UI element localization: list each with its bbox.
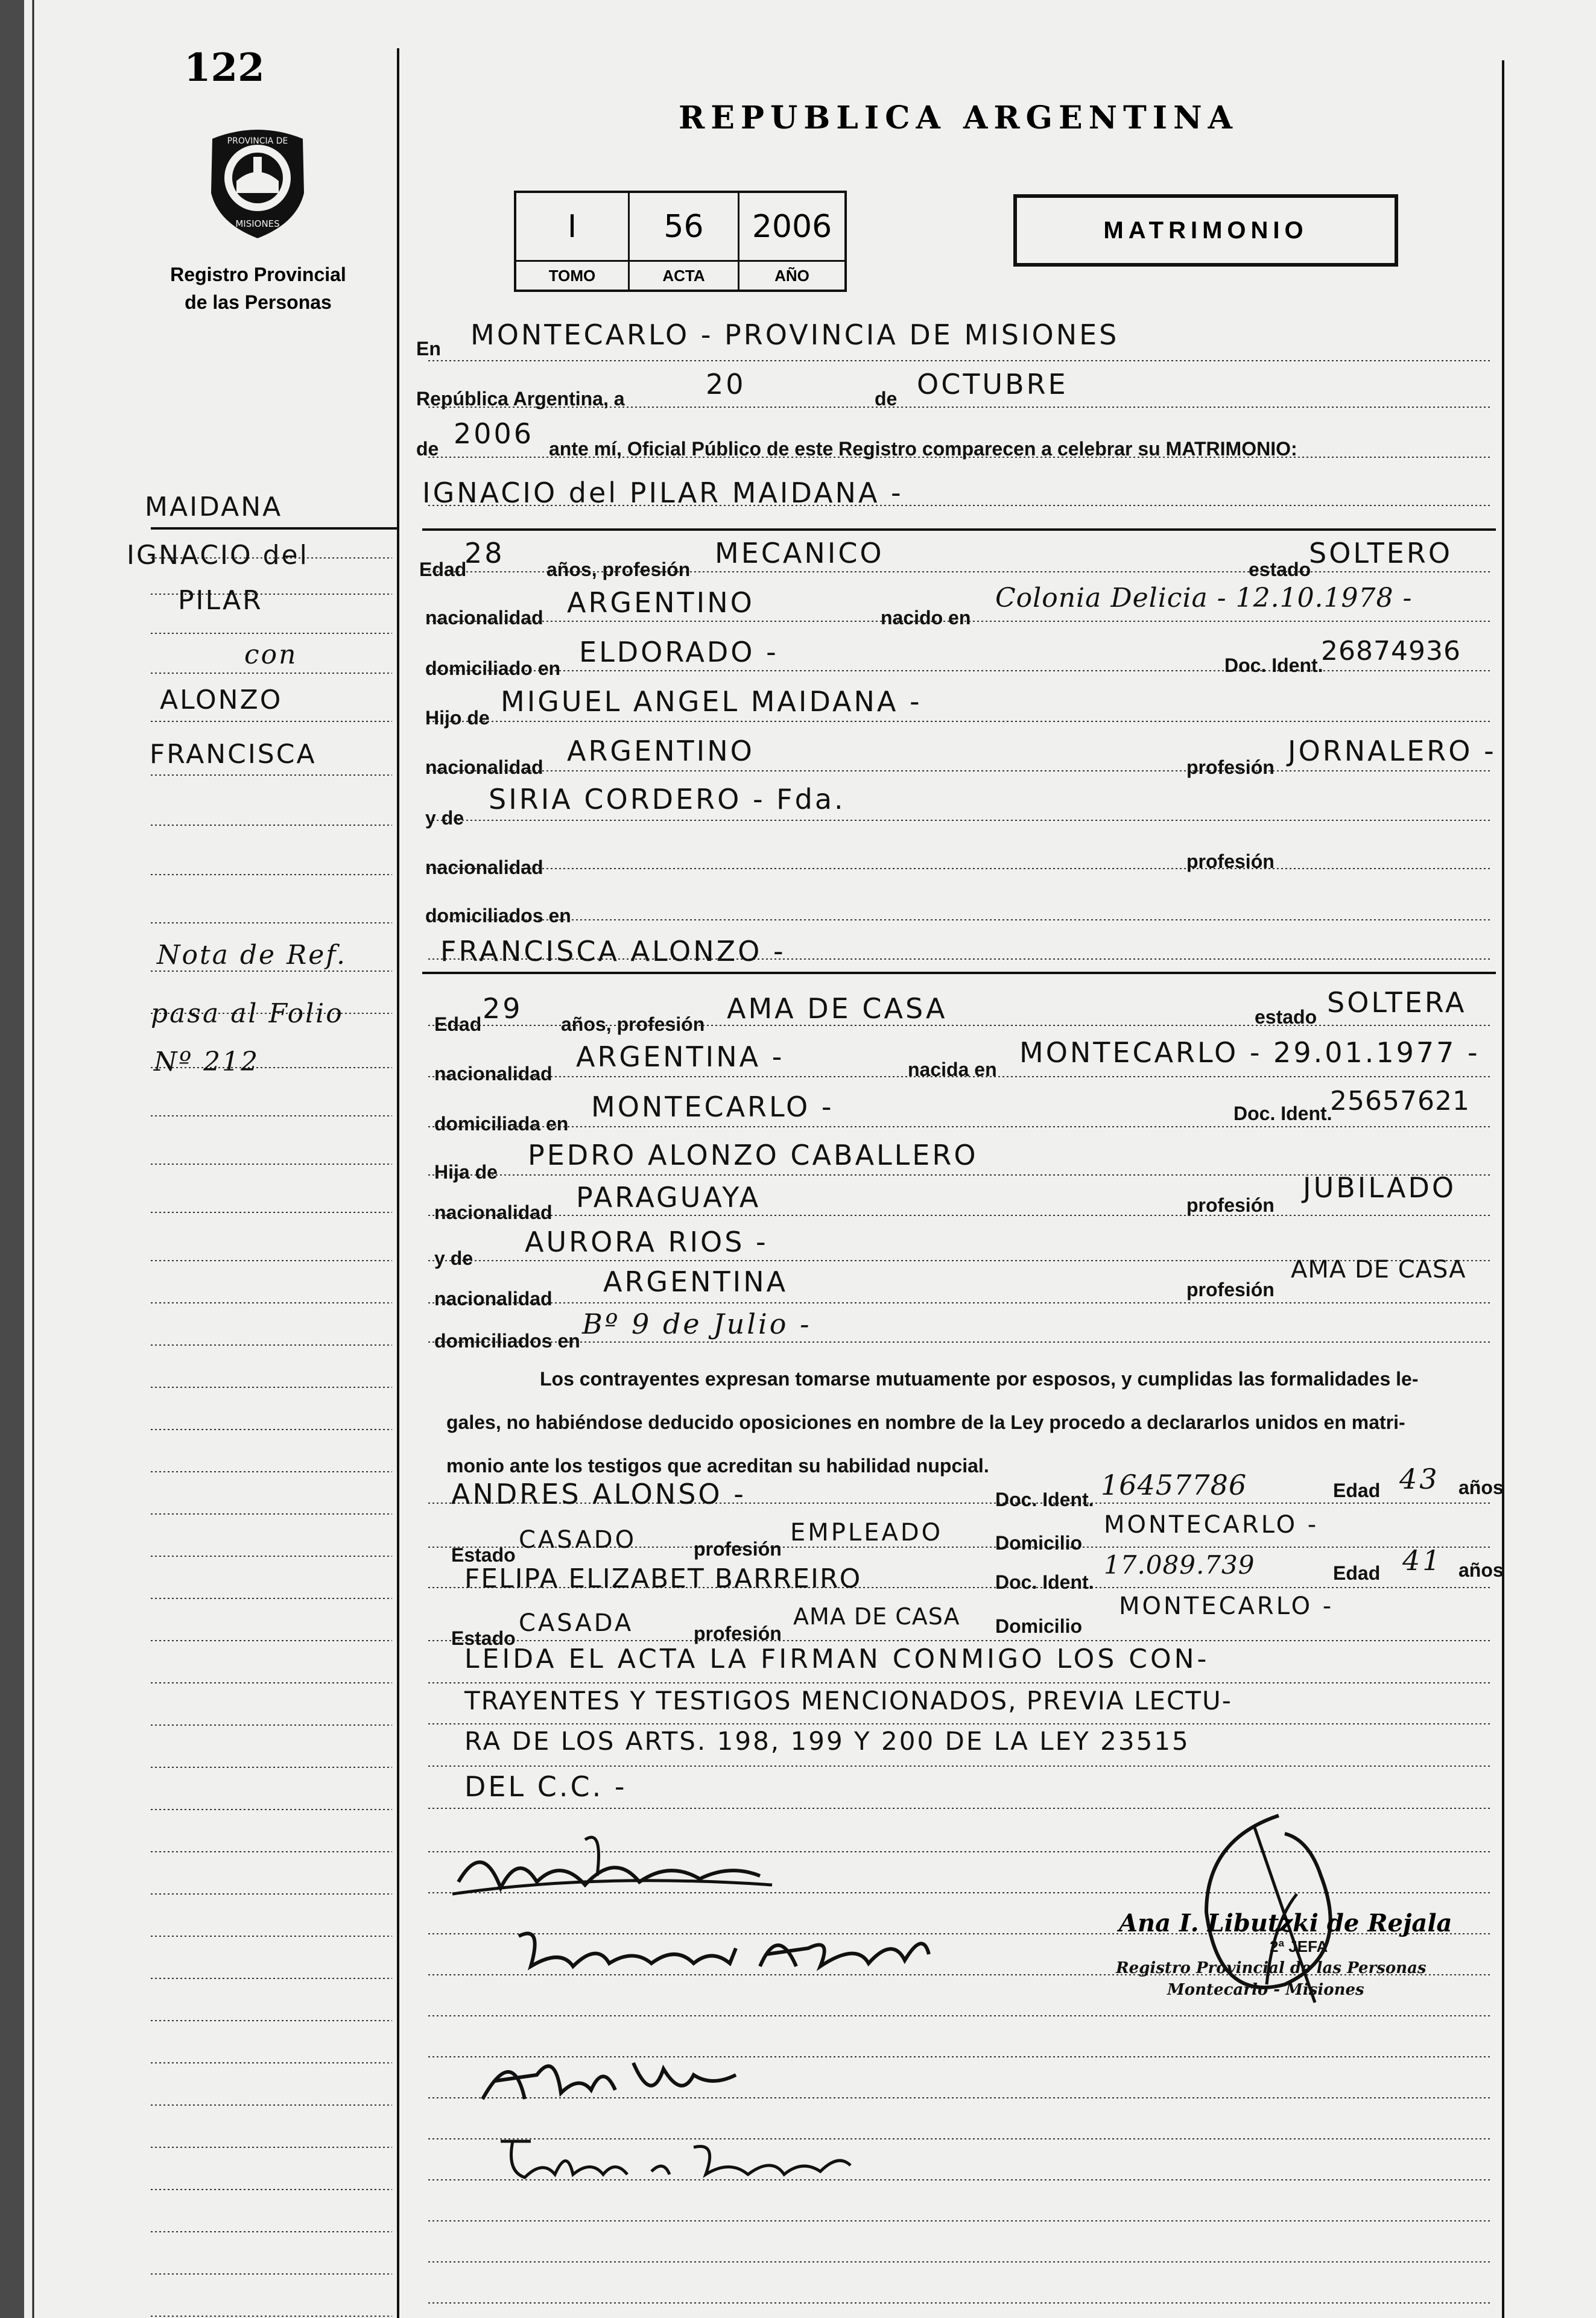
margin-reference-1: Nota de Ref. <box>157 940 347 971</box>
day-value: 20 <box>706 368 746 401</box>
bride-mother-nationality: ARGENTINA <box>603 1265 788 1298</box>
republica-label: República Argentina, a <box>416 388 625 410</box>
register-page <box>24 0 1596 2318</box>
bride-domicile: MONTECARLO - <box>591 1091 834 1123</box>
groom-mother: SIRIA CORDERO - Fda. <box>489 783 846 815</box>
witness-2-doc-label: Doc. Ident. <box>995 1571 1094 1593</box>
record-number-box <box>514 191 847 292</box>
bride-profession: AMA DE CASA <box>727 992 948 1025</box>
bride-mother-prof-label: profesión <box>1186 1279 1275 1300</box>
margin-name-3: con <box>244 639 298 670</box>
margin-name-4: ALONZO <box>160 685 283 715</box>
bride-birth: MONTECARLO - 29.01.1977 - <box>1019 1036 1480 1069</box>
en-label: En <box>416 338 441 359</box>
bride-nacida-label: nacida en <box>908 1059 997 1080</box>
groom-father-nationality: ARGENTINO <box>567 735 755 767</box>
bride-father: PEDRO ALONZO CABALLERO <box>528 1139 978 1171</box>
groom-profession: MECANICO <box>715 537 884 569</box>
country-title: REPUBLICA ARGENTINA <box>679 100 1239 136</box>
page-number: 122 <box>184 45 265 90</box>
witness-1-dom-label: Domicilio <box>995 1532 1083 1554</box>
groom-birth: Colonia Delicia - 12.10.1978 - <box>995 583 1413 613</box>
registry-name-line1: Registro Provincial <box>170 264 346 285</box>
groom-estado: SOLTERO <box>1309 537 1453 569</box>
groom-mother-prof-label: profesión <box>1186 850 1275 872</box>
groom-mother-nat-label: nacionalidad <box>425 857 543 878</box>
witness-2-domicile: MONTECARLO - <box>1119 1592 1334 1620</box>
bride-father-label: Hija de <box>434 1161 498 1183</box>
bride-father-nationality: PARAGUAYA <box>576 1181 761 1214</box>
groom-nationality: ARGENTINO <box>567 586 755 619</box>
witness-1-estado-label: Estado <box>451 1544 516 1566</box>
witness-2-profession: AMA DE CASA <box>793 1603 960 1630</box>
statement-text: ante mí, Oficial Público de este Registro comparecen a celebrar su MATRIMONIO: <box>549 438 1297 460</box>
witness-1-doc-label: Doc. Ident. <box>995 1489 1094 1510</box>
official-office: Registro Provincial de las Personas <box>1116 1959 1427 1977</box>
groom-profesion-label: años, profesión <box>546 559 691 580</box>
declaration-line-1: Los contrayentes expresan tomarse mutuamente por esposos, y cumplidas las formalidades le- <box>540 1368 1419 1390</box>
closing-line-2: TRAYENTES Y TESTIGOS MENCIONADOS, PREVIA LECTU- <box>464 1686 1232 1715</box>
declaration-line-3: monio ante los testigos que acreditan su habilidad nupcial. <box>446 1455 989 1477</box>
registry-name <box>156 261 361 316</box>
witness-2-edad-label: Edad <box>1333 1562 1381 1584</box>
groom-father-profession: JORNALERO - <box>1288 735 1496 767</box>
seal-text-bottom: MISIONES <box>235 218 280 229</box>
acta-label: ACTA <box>630 262 739 290</box>
witness-1-profession: EMPLEADO <box>790 1519 943 1547</box>
registry-name-line2: de las Personas <box>185 291 332 313</box>
groom-nacido-label: nacido en <box>881 607 971 629</box>
witness-1-doc: 16457786 <box>1101 1469 1247 1501</box>
groom-father: MIGUEL ANGEL MAIDANA - <box>501 685 922 718</box>
bride-mother: AURORA RIOS - <box>525 1226 768 1258</box>
closing-line-3: RA DE LOS ARTS. 198, 199 Y 200 DE LA LEY 23515 <box>464 1726 1190 1756</box>
groom-father-nat-label: nacionalidad <box>425 756 543 778</box>
bride-profesion-label: años, profesión <box>561 1013 705 1035</box>
bride-estado: SOLTERA <box>1327 986 1467 1019</box>
official-location: Montecarlo - Misiones <box>1167 1981 1364 1999</box>
month-value: OCTUBRE <box>917 368 1068 401</box>
groom-doc-label: Doc. Ident. <box>1224 654 1323 676</box>
seal-text-top: PROVINCIA DE <box>227 136 288 146</box>
witness-1-anos: años <box>1458 1477 1504 1498</box>
margin-name-1: IGNACIO del <box>127 540 309 571</box>
bride-age: 29 <box>483 992 523 1025</box>
place-value: MONTECARLO - PROVINCIA DE MISIONES <box>470 318 1119 351</box>
bride-parents-domicile: Bº 9 de Julio - <box>582 1308 812 1340</box>
witness-1-estado: CASADO <box>519 1526 637 1554</box>
margin-reference-3: Nº 212 <box>154 1047 260 1077</box>
witness-2-dom-label: Domicilio <box>995 1615 1083 1637</box>
tomo-value: I <box>516 193 630 262</box>
margin-name-5: FRANCISCA <box>150 739 317 770</box>
bride-mother-label: y de <box>434 1247 473 1269</box>
declaration-line-2: gales, no habiéndose deducido oposiciones en nombre de la Ley procedo a declararlos unidos en matri- <box>446 1411 1405 1433</box>
groom-father-prof-label: profesión <box>1186 756 1275 778</box>
bride-signature <box>507 1912 941 1984</box>
groom-name: IGNACIO del PILAR MAIDANA - <box>422 477 904 509</box>
bride-mother-nat-label: nacionalidad <box>434 1288 553 1309</box>
witness-2-prof-label: profesión <box>694 1623 782 1644</box>
bride-parents-domicile-label: domiciliados en <box>434 1330 580 1352</box>
groom-domicilio-label: domiciliado en <box>425 657 561 679</box>
provincial-seal-icon <box>200 121 315 241</box>
bride-domicilio-label: domiciliada en <box>434 1113 569 1135</box>
official-name: Ana I. Libutzki de Rejala <box>1119 1909 1452 1937</box>
witness-1-signature <box>470 2039 748 2111</box>
groom-parents-domicile-label: domiciliados en <box>425 905 571 926</box>
witness-2-estado: CASADA <box>519 1609 634 1637</box>
witness-2-anos: años <box>1458 1559 1504 1581</box>
bride-mother-profession: AMA DE CASA <box>1291 1256 1466 1284</box>
official-title: 2ª JEFA <box>1270 1937 1328 1955</box>
groom-nacionalidad-label: nacionalidad <box>425 607 543 629</box>
witness-2-doc: 17.089.739 <box>1104 1550 1255 1580</box>
witness-1-age: 43 <box>1399 1463 1440 1495</box>
bride-edad-label: Edad <box>434 1013 482 1035</box>
witness-1-prof-label: profesión <box>694 1538 782 1560</box>
act-type-box: MATRIMONIO <box>1013 194 1398 267</box>
tomo-label: TOMO <box>516 262 630 290</box>
margin-surname: MAIDANA <box>145 492 283 522</box>
de-label: de <box>875 388 898 410</box>
anio-label: AÑO <box>774 266 809 285</box>
witness-1-domicile: MONTECARLO - <box>1104 1511 1319 1539</box>
bride-father-prof-label: profesión <box>1186 1194 1275 1216</box>
groom-mother-label: y de <box>425 807 464 829</box>
margin-reference-2: pasa al Folio <box>151 998 344 1029</box>
groom-edad-label: Edad <box>419 559 467 580</box>
closing-line-1: LEIDA EL ACTA LA FIRMAN CONMIGO LOS CON- <box>464 1644 1210 1674</box>
bride-doc: 25657621 <box>1330 1086 1470 1116</box>
bride-father-profession: JUBILADO <box>1303 1171 1457 1204</box>
groom-estado-label: estado <box>1249 559 1311 580</box>
bride-estado-label: estado <box>1255 1006 1317 1028</box>
witness-1-name: ANDRES ALONSO - <box>451 1478 746 1510</box>
witness-2-estado-label: Estado <box>451 1627 516 1649</box>
bride-name: FRANCISCA ALONZO - <box>440 935 786 967</box>
witness-2-signature <box>489 2123 863 2190</box>
bride-nacionalidad-label: nacionalidad <box>434 1063 553 1085</box>
de-label-2: de <box>416 438 439 460</box>
bride-nationality: ARGENTINA - <box>576 1040 785 1073</box>
groom-age: 28 <box>464 537 505 569</box>
closing-line-4: DEL C.C. - <box>464 1770 627 1803</box>
witness-1-edad-label: Edad <box>1333 1480 1381 1501</box>
acta-value: 56 <box>630 193 739 262</box>
witness-2-age: 41 <box>1402 1544 1443 1577</box>
anio-value: 2006 <box>739 193 844 262</box>
margin-name-2: PILAR <box>178 585 263 616</box>
bride-doc-label: Doc. Ident. <box>1233 1103 1332 1124</box>
year-value: 2006 <box>454 417 534 450</box>
groom-doc: 26874936 <box>1321 636 1461 667</box>
groom-father-label: Hijo de <box>425 707 490 729</box>
bride-father-nat-label: nacionalidad <box>434 1202 553 1223</box>
groom-domicile: ELDORADO - <box>579 636 779 668</box>
groom-signature <box>446 1816 784 1912</box>
witness-2-name: FELIPA ELIZABET BARREIRO <box>464 1563 862 1594</box>
